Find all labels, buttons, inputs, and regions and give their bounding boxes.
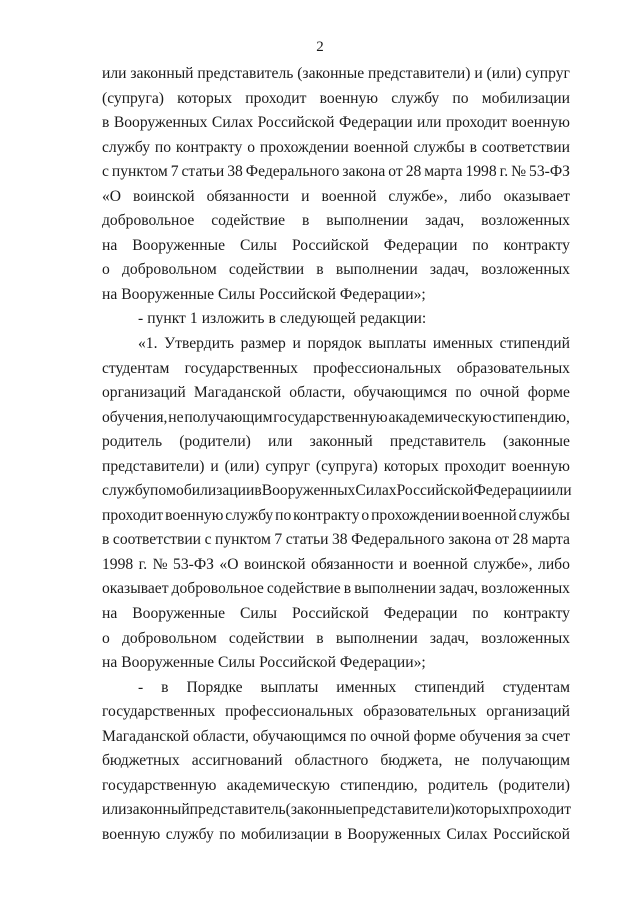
word: оказывает	[102, 580, 169, 598]
word: (родители)	[498, 776, 570, 794]
word: на	[102, 654, 118, 672]
word: или	[417, 114, 442, 132]
word: Федерального	[245, 163, 340, 181]
word: Силах	[211, 114, 254, 132]
word: или	[102, 801, 127, 819]
word: в	[469, 138, 477, 156]
word: (законные	[285, 801, 353, 819]
text-line	[102, 749, 570, 774]
word: законный	[309, 433, 373, 451]
word: соответствии	[481, 138, 570, 156]
word: Силы	[239, 605, 277, 623]
word: о	[361, 506, 370, 524]
word: областного	[294, 752, 369, 770]
word: которых	[177, 89, 233, 107]
word: профессиональных	[225, 703, 354, 721]
word: стипендий	[499, 335, 570, 353]
word: Вооруженных	[113, 114, 208, 132]
word: Федерации»;	[339, 654, 426, 672]
word: которых	[455, 801, 510, 819]
word: Федерации	[383, 605, 458, 623]
word: марта	[424, 163, 463, 181]
text-line	[102, 774, 570, 799]
word: выплаты	[368, 335, 427, 353]
word: 53-ФЗ	[173, 555, 214, 573]
word: 1	[189, 310, 198, 328]
word: Утвердить	[164, 335, 234, 353]
word: в	[316, 629, 324, 647]
text-line	[102, 185, 570, 210]
word: студентам	[502, 678, 570, 696]
text-line	[102, 209, 570, 234]
word: закона	[448, 531, 492, 549]
text-line	[102, 455, 570, 480]
word: государственных	[102, 703, 216, 721]
word: Российской	[291, 236, 369, 254]
word: (родители)	[179, 433, 251, 451]
word: Федерации»;	[339, 285, 426, 303]
word: не	[454, 752, 470, 770]
word: службу	[225, 506, 274, 524]
word: и	[210, 457, 219, 475]
word: службе»,	[388, 187, 448, 205]
word: №	[511, 163, 527, 181]
word: редакции:	[359, 310, 427, 328]
word: 38	[227, 163, 243, 181]
word: задач,	[425, 212, 465, 230]
word: выполнении	[326, 212, 409, 230]
text-line	[102, 577, 570, 602]
word: которых	[383, 457, 439, 475]
word: Порядке	[186, 678, 243, 696]
word: государственных	[184, 359, 298, 377]
word: прохождении	[259, 138, 349, 156]
word: содействии	[228, 629, 305, 647]
word: мобилизации	[166, 482, 255, 500]
word: добровольное	[171, 580, 264, 598]
word: Федерации	[338, 114, 413, 132]
word: задач,	[429, 261, 469, 279]
word: размер	[240, 335, 286, 353]
word: обязанности	[311, 555, 394, 573]
word: Российской	[259, 285, 336, 303]
text-line	[102, 676, 570, 701]
word: обучающимся	[353, 384, 448, 402]
word: очной	[370, 727, 410, 745]
word: проходит	[102, 506, 164, 524]
word: стипендий	[414, 678, 485, 696]
text-line	[102, 725, 570, 750]
word: либо	[459, 187, 492, 205]
word: военной	[461, 506, 517, 524]
word: родитель	[102, 433, 163, 451]
word: с	[204, 531, 212, 549]
text-line	[102, 357, 570, 382]
word: профессиональных	[313, 359, 442, 377]
word: в	[334, 825, 342, 843]
word: организаций	[102, 384, 186, 402]
text-line	[102, 62, 570, 87]
word: на	[102, 236, 118, 254]
text-line	[102, 627, 570, 652]
word: Силы	[239, 236, 277, 254]
word: законный	[126, 801, 190, 819]
word: от	[388, 163, 403, 181]
word: получающим	[184, 408, 273, 426]
text-line	[102, 406, 570, 431]
word: (супруга)	[315, 457, 378, 475]
word: обязанности	[206, 187, 290, 205]
text-line	[102, 430, 570, 455]
word: в	[254, 482, 262, 500]
word: военную	[511, 457, 570, 475]
word: проходит	[444, 457, 506, 475]
word: прохождении	[371, 506, 460, 524]
word: г.	[499, 163, 509, 181]
word: контракту	[175, 138, 243, 156]
word: и	[301, 187, 310, 205]
word: «О	[219, 555, 239, 573]
word: Силах	[355, 482, 397, 500]
word: следующей	[279, 310, 356, 328]
word: службу	[391, 89, 440, 107]
word: задач,	[429, 629, 469, 647]
word: счет	[541, 727, 570, 745]
text-line	[102, 528, 570, 553]
word: стипендию,	[340, 776, 418, 794]
word: порядок	[307, 335, 362, 353]
word: г.	[138, 555, 148, 573]
word: контракту	[503, 236, 570, 254]
word: представители)	[352, 801, 456, 819]
word: форме	[413, 727, 456, 745]
word: форме	[527, 384, 570, 402]
word: контракту	[293, 506, 360, 524]
word: законный	[130, 65, 194, 82]
word: воинской	[243, 555, 306, 573]
word: по	[472, 236, 489, 254]
word: 28	[405, 163, 422, 181]
word: №	[152, 555, 168, 573]
word: 38	[331, 531, 348, 549]
word: Силах	[446, 825, 488, 843]
word: представитель	[189, 801, 286, 819]
text-line	[102, 823, 570, 848]
word: контракту	[503, 605, 570, 623]
word: о	[102, 629, 110, 647]
word: представители)	[368, 65, 471, 82]
word: Федерации	[473, 482, 548, 500]
word: обучающимся	[252, 727, 347, 745]
word: добровольном	[121, 629, 217, 647]
word: и	[399, 555, 408, 573]
document-body	[102, 62, 570, 848]
word: выполнении	[354, 580, 436, 598]
word: соответствии	[112, 531, 202, 549]
word: содействие	[211, 212, 286, 230]
word: по	[219, 825, 236, 843]
word: выполнении	[335, 261, 418, 279]
word: организаций	[486, 703, 570, 721]
word: военной	[412, 555, 468, 573]
word: Российской	[257, 114, 335, 132]
word: Вооруженные	[132, 605, 226, 623]
word: на	[102, 285, 118, 303]
text-line	[102, 700, 570, 725]
text-line	[102, 234, 570, 259]
word: по	[350, 727, 367, 745]
word: на	[102, 605, 118, 623]
word: Силы	[218, 285, 256, 303]
word: 28	[512, 531, 529, 549]
word: возложенных	[481, 580, 570, 598]
word: Магаданской	[102, 727, 190, 745]
word: академическую	[388, 408, 492, 426]
word: в	[316, 261, 324, 279]
word: или	[547, 482, 572, 500]
word: бюджета,	[380, 752, 443, 770]
word: и	[292, 335, 301, 353]
word: Российской	[396, 482, 474, 500]
word: (супруга)	[102, 89, 164, 107]
word: представитель	[389, 433, 486, 451]
word: представители)	[102, 457, 205, 475]
word: образовательных	[456, 359, 570, 377]
word: в	[102, 531, 110, 549]
word: службы	[518, 506, 570, 524]
word: задач,	[439, 580, 479, 598]
word: обучения,	[102, 408, 168, 426]
word: бюджетных	[102, 752, 180, 770]
word: супруг	[265, 457, 310, 475]
word: выплаты	[260, 678, 319, 696]
word: и	[474, 65, 483, 82]
word: государственную	[102, 776, 217, 794]
word: возложенных	[481, 261, 570, 279]
word: области,	[289, 384, 346, 402]
word: 1998	[102, 555, 134, 573]
text-line	[102, 602, 570, 627]
word: пунктом	[111, 163, 168, 181]
text-line	[102, 504, 570, 529]
text-line	[102, 307, 570, 332]
word: -	[138, 310, 144, 328]
word: по	[154, 138, 172, 156]
page-number: 2	[316, 39, 324, 55]
word: военную	[165, 506, 224, 524]
word: получающим	[481, 752, 570, 770]
word: по	[452, 89, 469, 107]
word: государственную	[273, 408, 388, 426]
word: пунктом	[215, 531, 271, 549]
word: от	[494, 531, 510, 549]
word: 53-ФЗ	[529, 163, 570, 181]
word: содействие	[266, 580, 341, 598]
text-line	[102, 258, 570, 283]
text-line	[102, 283, 570, 308]
word: изложить	[201, 310, 265, 328]
word: службы	[413, 138, 465, 156]
word: или	[267, 433, 293, 451]
word: родитель	[427, 776, 489, 794]
word: академическую	[226, 776, 330, 794]
word: возложенных	[481, 212, 570, 230]
word: 7	[170, 163, 179, 181]
word: студентам	[102, 359, 170, 377]
text-line	[102, 111, 570, 136]
text-line	[102, 332, 570, 357]
word: по	[150, 482, 167, 500]
word: «О	[102, 187, 122, 205]
word: Вооруженные	[121, 285, 215, 303]
word: в	[161, 678, 169, 696]
word: военной	[353, 138, 409, 156]
word: оказывает	[503, 187, 570, 205]
word: Вооруженных	[261, 482, 356, 500]
word: именных	[336, 678, 397, 696]
word: (законные	[297, 65, 365, 82]
word: или	[102, 65, 127, 82]
word: «1.	[138, 335, 158, 353]
word: Силы	[218, 654, 256, 672]
word: в	[301, 212, 310, 230]
text-line	[102, 553, 570, 578]
word: именных	[432, 335, 494, 353]
word: очной	[479, 384, 520, 402]
text-line	[102, 798, 570, 823]
word: о	[102, 261, 110, 279]
word: статьи	[285, 531, 329, 549]
word: (или)	[486, 65, 522, 82]
word: военную	[319, 89, 378, 107]
word: по	[472, 605, 489, 623]
word: о	[247, 138, 256, 156]
word: в	[268, 310, 276, 328]
word: 1998	[465, 163, 497, 181]
word: военной	[321, 187, 377, 205]
word: Вооруженные	[132, 236, 226, 254]
word: -	[138, 678, 144, 696]
word: закона	[342, 163, 386, 181]
word: службу	[102, 138, 150, 156]
word: Федерации	[383, 236, 458, 254]
word: представитель	[197, 65, 294, 82]
word: добровольное	[102, 212, 195, 230]
word: воинской	[133, 187, 195, 205]
word: возложенных	[481, 629, 570, 647]
word: Российской	[259, 654, 336, 672]
word: образовательных	[363, 703, 477, 721]
word: (законные	[503, 433, 570, 451]
word: (или)	[224, 457, 260, 475]
word: стипендию,	[492, 408, 570, 426]
word: за	[524, 727, 539, 745]
word: проходит	[245, 89, 307, 107]
word: добровольном	[121, 261, 217, 279]
word: Магаданской	[193, 384, 282, 402]
word: Российской	[493, 825, 570, 843]
word: службу	[102, 482, 150, 500]
text-line	[102, 381, 570, 406]
word: обучения	[459, 727, 522, 745]
word: Вооруженные	[121, 654, 215, 672]
word: либо	[538, 555, 570, 573]
word: пункт	[147, 310, 186, 328]
word: выполнении	[335, 629, 418, 647]
word: службе»,	[473, 555, 533, 573]
word: по	[455, 384, 472, 402]
word: проходит	[445, 114, 508, 132]
word: военную	[102, 825, 161, 843]
text-line	[102, 136, 570, 161]
text-line	[102, 87, 570, 112]
word: в	[343, 580, 352, 598]
word: 7	[274, 531, 283, 549]
word: военную	[511, 114, 570, 132]
word: по	[275, 506, 292, 524]
word: области,	[192, 727, 249, 745]
word: с	[102, 163, 109, 181]
word: супруг	[525, 65, 570, 82]
word: Российской	[291, 605, 369, 623]
word: не	[168, 408, 184, 426]
word: мобилизации	[240, 825, 330, 843]
word: Федерального	[351, 531, 445, 549]
word: мобилизации	[481, 89, 570, 107]
word: проходит	[509, 801, 572, 819]
text-line	[102, 479, 570, 504]
word: марта	[531, 531, 570, 549]
text-line	[102, 160, 570, 185]
word: Вооруженных	[347, 825, 441, 843]
word: ассигнований	[191, 752, 283, 770]
word: содействии	[228, 261, 305, 279]
word: статьи	[181, 163, 225, 181]
text-line	[102, 651, 570, 676]
word: в	[102, 114, 110, 132]
word: службу	[165, 825, 214, 843]
